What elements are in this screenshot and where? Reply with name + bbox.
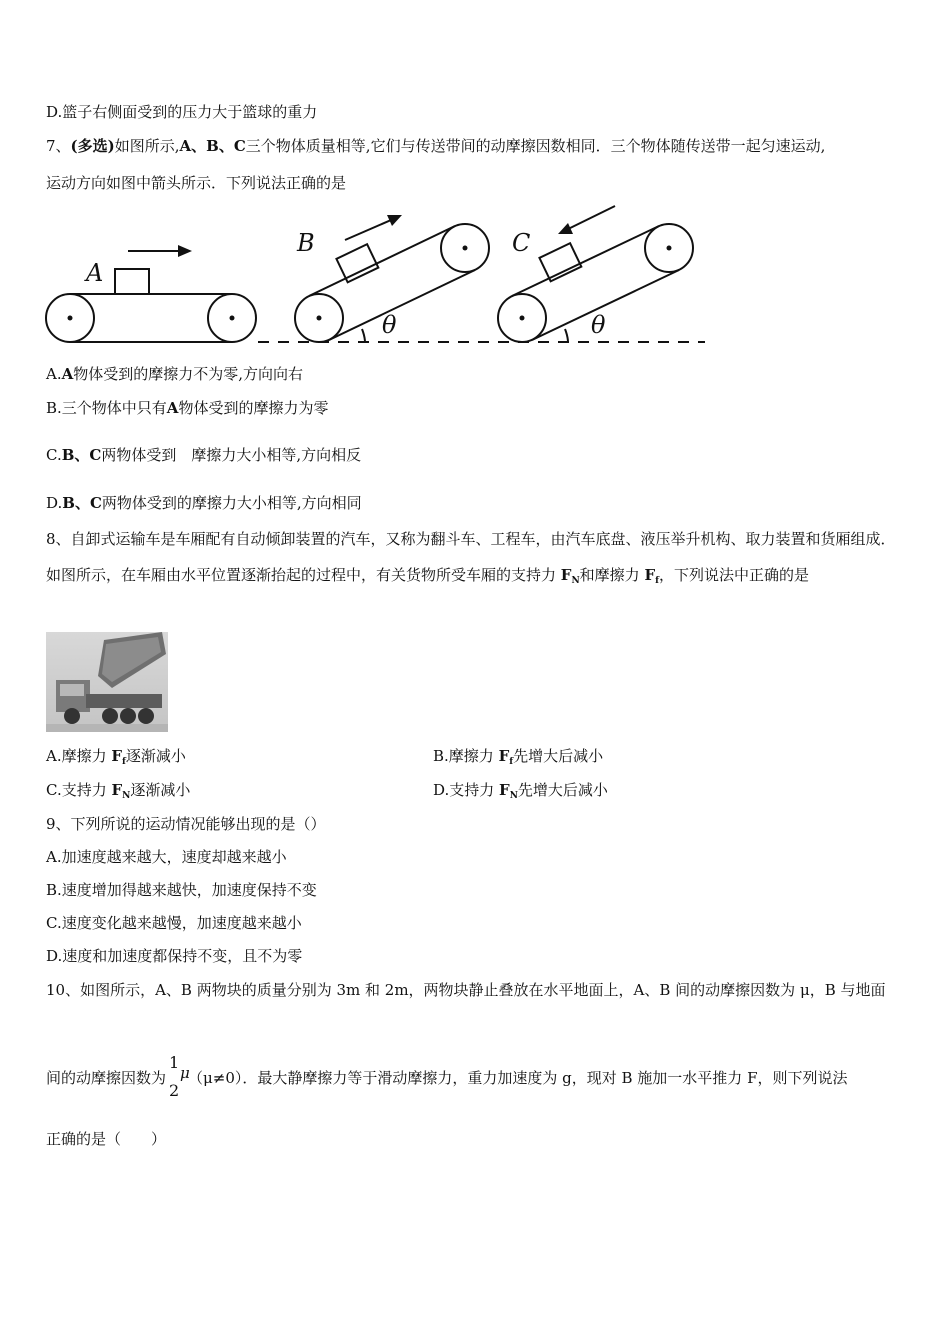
q7-stem-part-a: 如图所示,: [114, 137, 180, 155]
q8-option-b: B.摩擦力 $F_f$先增大后减小: [433, 747, 604, 767]
angle-arc-b: [362, 329, 365, 341]
fraction-half-mu: 1 2 μ: [169, 1053, 190, 1100]
q9-option-a: A.加速度越来越大，速度却越来越小: [46, 848, 287, 866]
q7-option-b: B.三个物体中只有A物体受到的摩擦力为零: [46, 399, 329, 417]
q7-conveyor-figure: [40, 205, 740, 355]
q7-stem-line2: 运动方向如图中箭头所示．下列说法正确的是: [46, 174, 347, 192]
q8-stem: 8、自卸式运输车是车厢配有自动倾卸装置的汽车，又称为翻斗车、工程车，由汽车底盘、液压举升机构、取力装置和货厢组成．如图所示，在车厢由水平位置逐渐抬起的过程中，有关货物所受车厢的支持力 $F_N$和摩擦力 $F_f$，下列说法中正确的是: [46, 530, 896, 586]
q10-stem-line1: 10、如图所示，A、B 两物块的质量分别为 3m 和 2m，两物块静止叠放在水平地面上，A、B 间的动摩擦因数为 μ，B 与地面: [46, 981, 886, 999]
dump-truck-photo: [46, 632, 168, 732]
q9-option-c: C.速度变化越来越慢，加速度越来越小: [46, 914, 302, 932]
q8-option-d: D.支持力 $F_N$先增大后减小: [433, 781, 608, 801]
q8-option-a: A.摩擦力 $F_f$逐渐减小: [46, 747, 186, 767]
q6-option-d: D.篮子右侧面受到的压力大于篮球的重力: [46, 103, 318, 121]
q10-stem-line2: 间的动摩擦因数为 1 2 μ （μ≠0）．最大静摩擦力等于滑动摩擦力，重力加速度为 g，现对 B 施加一水平推力 F，则下列说法: [46, 1053, 848, 1100]
q7-stem-objects: A、B、C: [179, 137, 246, 155]
q9-option-b: B.速度增加得越来越快，加速度保持不变: [46, 881, 317, 899]
q7-option-d: D.B、C两物体受到的摩擦力大小相等,方向相同: [46, 494, 362, 512]
q7-stem-line1: [46, 136, 825, 156]
label-a: A: [86, 259, 104, 287]
q7-number: 7、: [46, 137, 71, 155]
block-c: [539, 243, 581, 281]
label-b: B: [297, 229, 315, 257]
block-a: [115, 269, 149, 294]
arrow-a-head: [178, 245, 192, 257]
angle-label-c: θ: [591, 311, 606, 339]
q9-option-d: D.速度和加速度都保持不变，且不为零: [46, 947, 303, 965]
block-b: [336, 244, 378, 282]
angle-label-b: θ: [382, 311, 397, 339]
q7-option-c: C.B、C两物体受到 摩擦力大小相等,方向相反: [46, 446, 362, 464]
q9-stem: 9、下列所说的运动情况能够出现的是（）: [46, 815, 326, 833]
q7-option-a: A.A物体受到的摩擦力不为零,方向向右: [46, 365, 304, 383]
label-c: C: [512, 229, 531, 257]
q10-stem-line3: 正确的是（ ）: [46, 1130, 167, 1148]
q7-tag: (多选): [70, 137, 115, 155]
q7-stem-part-c: 三个物体质量相等,它们与传送带间的动摩擦因数相同．三个物体随传送带一起匀速运动,: [245, 137, 826, 155]
angle-arc-c: [565, 329, 568, 341]
q8-option-c: C.支持力 $F_N$逐渐减小: [46, 781, 191, 801]
